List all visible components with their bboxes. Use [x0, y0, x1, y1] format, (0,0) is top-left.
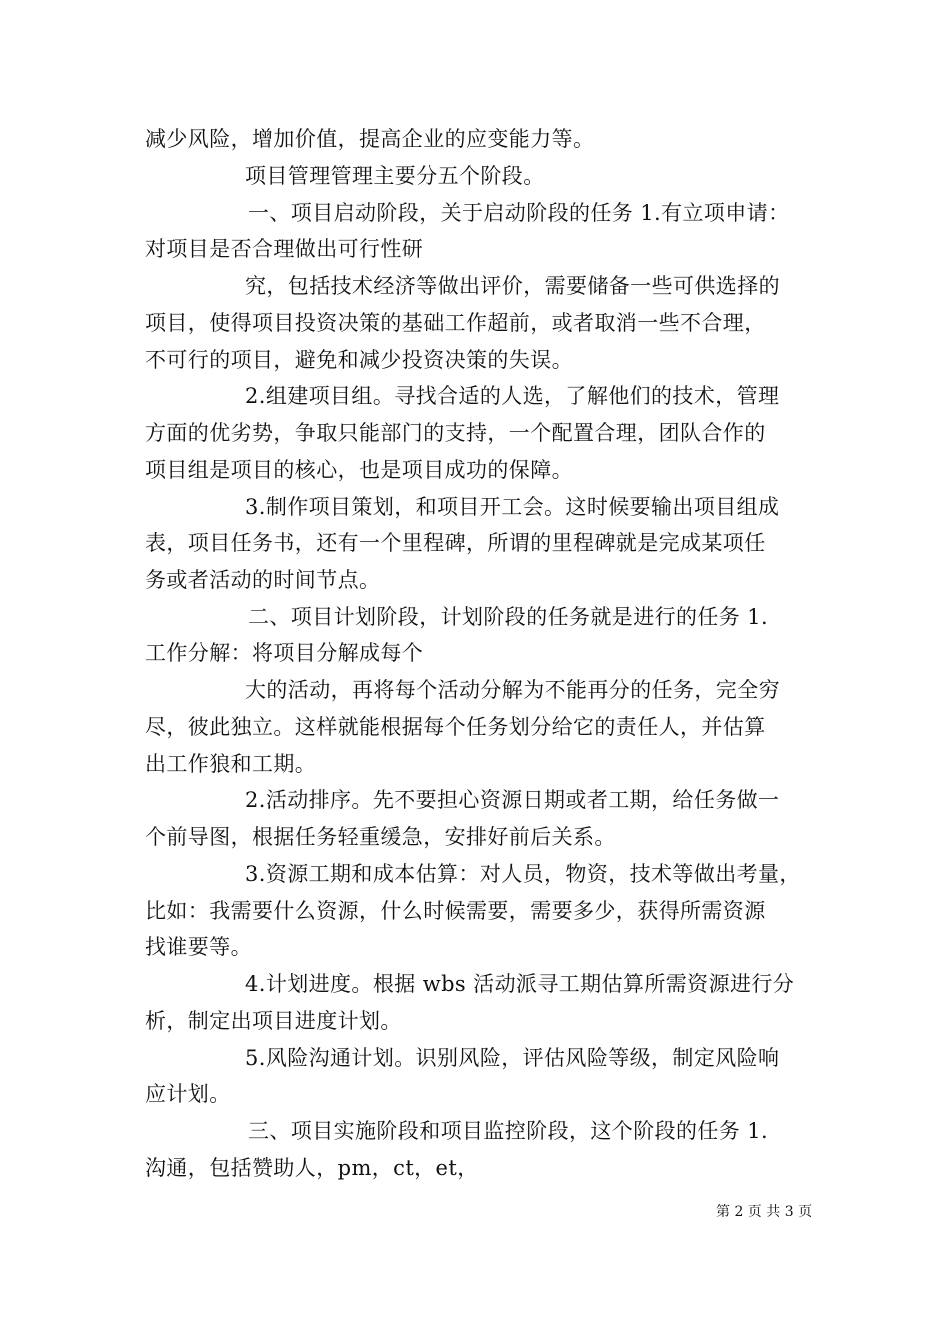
text-line: 减少风险，增加价值，提高企业的应变能力等。 [145, 127, 595, 151]
text-line: 2.组建项目组。寻找合适的人选，了解他们的技术，管理 [245, 384, 780, 408]
text-line: 比如：我需要什么资源，什么时候需要，需要多少，获得所需资源 [145, 899, 766, 923]
text-line: 尽，彼此独立。这样就能根据每个任务划分给它的责任人，并估算 [145, 715, 766, 739]
text-line: 沟通，包括赞助人，pm，ct，et， [145, 1156, 479, 1180]
text-line: 找谁要等。 [145, 935, 252, 959]
text-line: 3.资源工期和成本估算：对人员，物资，技术等做出考量， [245, 862, 801, 886]
text-line: 项目，使得项目投资决策的基础工作超前，或者取消一些不合理， [145, 311, 766, 335]
text-line: 3.制作项目策划，和项目开工会。这时候要输出项目组成 [245, 495, 780, 519]
text-line: 应计划。 [145, 1082, 231, 1106]
text-line: 工作分解：将项目分解成每个 [145, 641, 424, 665]
text-line: 5.风险沟通计划。识别风险，评估风险等级，制定风险响 [245, 1046, 780, 1070]
text-line: 不可行的项目，避免和减少投资决策的失误。 [145, 348, 573, 372]
text-line: 大的活动，再将每个活动分解为不能再分的任务，完全穷 [245, 678, 780, 702]
text-line: 4.计划进度。根据 wbs 活动派寻工期估算所需资源进行分 [245, 972, 795, 996]
text-line: 究，包括技术经济等做出评价，需要储备一些可供选择的 [245, 274, 780, 298]
text-line: 项目管理管理主要分五个阶段。 [245, 164, 545, 188]
text-line: 务或者活动的时间节点。 [145, 568, 381, 592]
text-line: 2.活动排序。先不要担心资源日期或者工期，给任务做一 [245, 788, 780, 812]
text-line: 二、项目计划阶段，计划阶段的任务就是进行的任务 1. [248, 605, 769, 629]
text-line: 一、项目启动阶段，关于启动阶段的任务 1.有立项申请： [248, 201, 790, 225]
text-line: 出工作狼和工期。 [145, 752, 317, 776]
text-line: 个前导图，根据任务轻重缓急，安排好前后关系。 [145, 825, 616, 849]
text-line: 对项目是否合理做出可行性研 [145, 237, 424, 261]
text-line: 三、项目实施阶段和项目监控阶段，这个阶段的任务 1. [248, 1119, 769, 1143]
page-number: 第 2 页 共 3 页 [716, 1204, 813, 1220]
text-line: 方面的优劣势，争取只能部门的支持，一个配置合理，团队合作的 [145, 421, 766, 445]
text-line: 表，项目任务书，还有一个里程碑，所谓的里程碑就是完成某项任 [145, 531, 766, 555]
text-line: 项目组是项目的核心，也是项目成功的保障。 [145, 458, 573, 482]
text-line: 析，制定出项目进度计划。 [145, 1009, 402, 1033]
